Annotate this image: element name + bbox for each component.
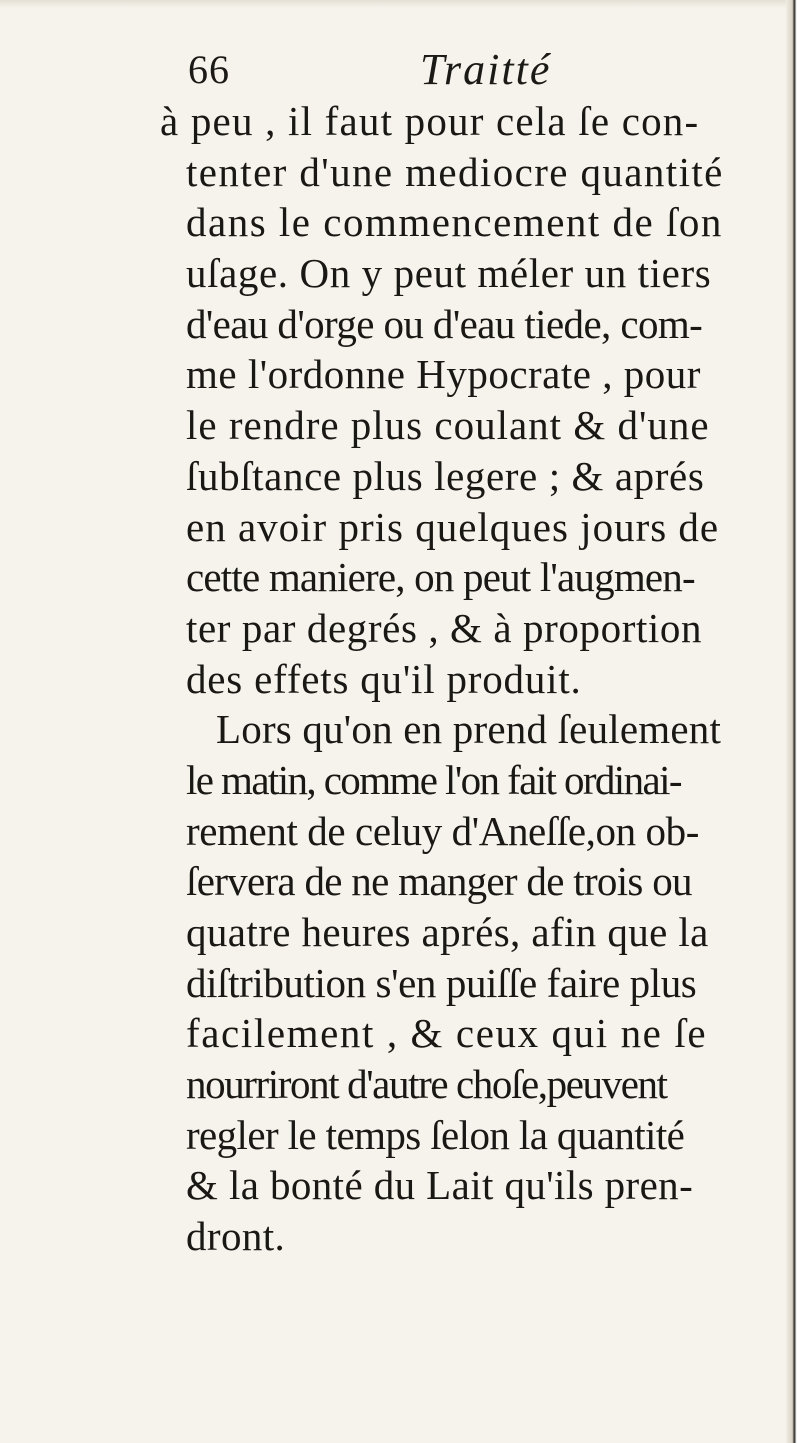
body-text [160,96,770,1262]
text-line: uſage. On y peut méler un tiers [186,250,712,297]
text-line: tenter d'une mediocre quantité [186,148,724,195]
text-line: quatre heures aprés, afin que la [186,909,709,955]
running-title: Traitté [420,45,552,94]
text-line: dront. [186,1213,286,1260]
page-right-edge [786,0,800,1443]
text-line: à peu , il faut pour cela ſe con- [160,98,700,144]
text-line: d'eau d'orge ou d'eau tiede, com- [186,300,703,347]
text-line: ſubſtance plus legere ; & aprés [186,452,705,499]
text-line: dans le commencement de ſon [186,199,723,246]
text-line: le matin, comme l'on fait ordinai- [186,756,681,803]
page-top-shadow [0,0,800,8]
text-line: en avoir pris quelques jours de [186,503,720,550]
page-number: 66 [188,47,230,92]
text-line: cette maniere, on peut l'augmen- [186,554,695,601]
text-line: & la bonté du Lait qu'ils pren- [186,1162,694,1209]
text-line: nourriront d'autre choſe,peuvent [186,1061,667,1108]
text-line: Lors qu'on en prend ſeulement [216,706,722,753]
text-line: des effets qu'il produit. [186,655,582,702]
text-line: diſtribution s'en puiſſe faire plus [186,959,697,1006]
text-line: ter par degrés , & à proportion [186,604,703,651]
text-line: facilement , & ceux qui ne ſe [186,1010,708,1057]
text-line: regler le temps ſelon la quantité [186,1111,685,1158]
text-line: rement de celuy d'Aneſſe,on ob- [186,807,699,854]
text-line: ſervera de ne manger de trois ou [186,858,692,905]
text-line: le rendre plus coulant & d'une [186,402,710,449]
text-line: me l'ordonne Hypocrate , pour [186,351,701,398]
